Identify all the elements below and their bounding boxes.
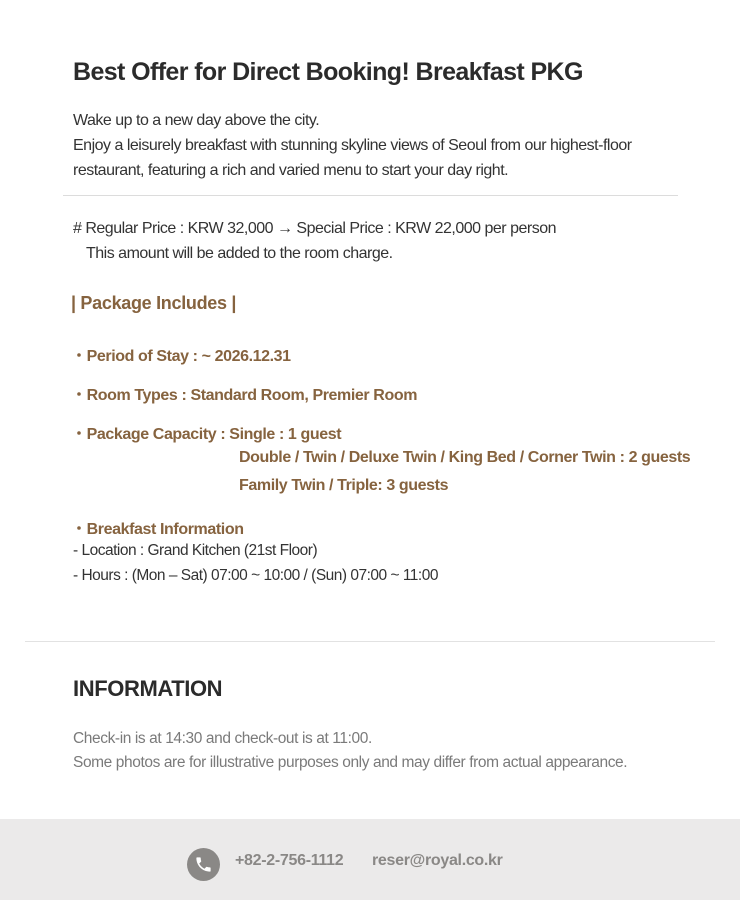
information-text: [73, 727, 627, 775]
intro-line: Wake up to a new day above the city.: [73, 112, 320, 129]
contact-footer: [0, 819, 740, 900]
information-line: Check-in is at 14:30 and check-out is at 11:00.: [73, 730, 372, 747]
package-includes-heading: | Package Includes |: [71, 293, 237, 313]
capacity-double: Double / Twin / Deluxe Twin / King Bed / Corner Twin : 2 guests: [239, 449, 691, 466]
breakfast-hours: - Hours : (Mon – Sat) 07:00 ~ 10:00 / (Sun) 07:00 ~ 11:00: [73, 567, 438, 584]
page-title: Best Offer for Direct Booking! Breakfast PKG: [73, 58, 583, 86]
capacity-family: Family Twin / Triple: 3 guests: [239, 477, 449, 494]
period-of-stay: ・Period of Stay : ~ 2026.12.31: [71, 348, 291, 365]
intro-text: [73, 108, 713, 183]
phone-icon: [187, 848, 220, 881]
phone-number[interactable]: +82-2-756-1112: [235, 852, 344, 869]
room-types: ・Room Types : Standard Room, Premier Room: [71, 387, 418, 404]
price-line: # Regular Price : KRW 32,000 → Special Price : KRW 22,000 per person: [73, 220, 556, 237]
section-divider-full: [25, 641, 715, 642]
intro-line: restaurant, featuring a rich and varied menu to start your day right.: [73, 162, 509, 179]
package-capacity: ・Package Capacity : Single : 1 guest: [71, 426, 342, 443]
price-note: This amount will be added to the room charge.: [86, 245, 393, 262]
breakfast-info-heading: ・Breakfast Information: [71, 521, 244, 538]
information-title: INFORMATION: [73, 676, 223, 701]
intro-line: Enjoy a leisurely breakfast with stunning skyline views of Seoul from our highest-floor: [73, 137, 632, 154]
email-address[interactable]: reser@royal.co.kr: [372, 852, 503, 869]
price-block: [73, 216, 556, 266]
section-divider: [63, 195, 678, 196]
information-line: Some photos are for illustrative purposes only and may differ from actual appearance.: [73, 754, 628, 771]
breakfast-location: - Location : Grand Kitchen (21st Floor): [73, 542, 318, 559]
